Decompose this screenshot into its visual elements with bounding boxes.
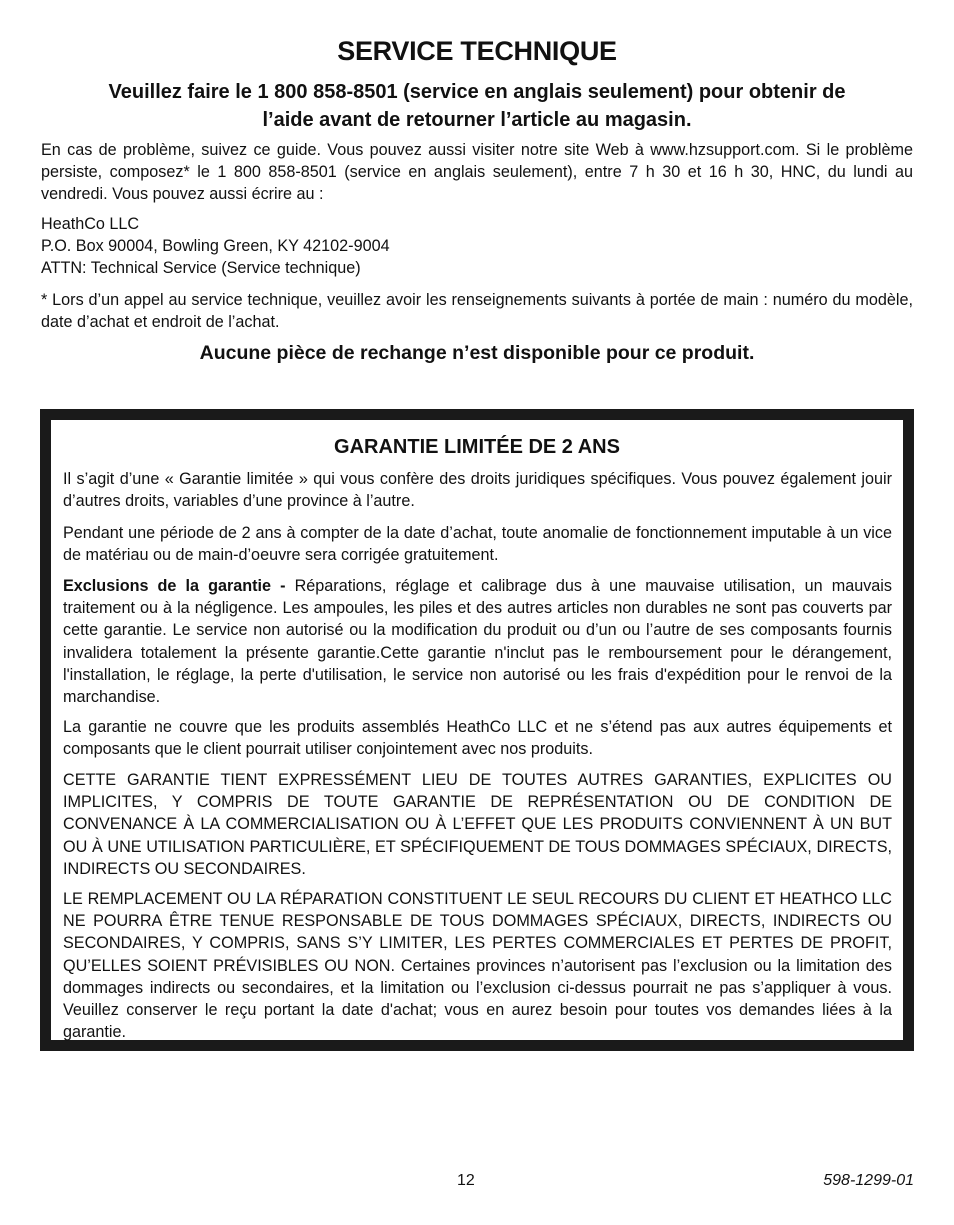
support-phone-heading — [40, 78, 914, 134]
page-title: SERVICE TECHNIQUE — [337, 36, 617, 66]
address-line-street: P.O. Box 90004, Bowling Green, KY 42102-9004 — [41, 237, 390, 255]
support-phone-heading-line2: l’aide avant de retourner l’article au magasin. — [262, 109, 692, 131]
warranty-title: GARANTIE LIMITÉE DE 2 ANS — [334, 436, 620, 458]
page-number: 12 — [457, 1172, 475, 1189]
warranty-paragraph-coverage: La garantie ne couvre que les produits assemblés HeathCo LLC et ne s’étend pas aux autres équipements et composants que le client pourrait utiliser conjointement avec nos produits. — [63, 718, 892, 759]
call-note-paragraph: * Lors d’un appel au service technique, veuillez avoir les renseignements suivants à portée de main : numéro du modèle, date d’achat et endroit de l’achat. — [41, 291, 913, 331]
no-parts-notice: Aucune pièce de rechange n’est disponible pour ce produit. — [199, 342, 755, 364]
warranty-paragraph-remedy: LE REMPLACEMENT OU LA RÉPARATION CONSTITUENT LE SEUL RECOURS DU CLIENT ET HEATHCO LLC NE POURRA ÊTRE TENUE RESPONSABLE DE TOUS DOMMAGES SPÉCIAUX, DIRECTS, INDIRECTS OU SECONDAIRES, Y COMPRIS, SANS S’Y LIMITER, LES PERTES COMMERCIALES ET PERTES DE PROFIT, QU’ELLES SOIENT PRÉVISIBLES OU NON. Certaines provinces n’autorisent pas l’exclusion ou la limitation des dommages indirects ou secondaires, et la limitation ou l’exclusion ci-dessus pourrait ne pas s’appliquer à vous. Veuillez conserver le reçu portant la date d'achat; vous en aurez besoin pour toutes vos demandes liées à la garantie. — [63, 890, 892, 1042]
intro-paragraph: En cas de problème, suivez ce guide. Vous pouvez aussi visiter notre site Web à www.hzsupport.com. Si le problème persiste, composez* le 1 800 858-8501 (service en anglais seulement), entre 7 h 30 et 16 h 30, HNC, du lundi au vendredi. Vous pouvez aussi écrire au : — [41, 141, 913, 203]
mailing-address — [41, 213, 913, 279]
address-line-company: HeathCo LLC — [41, 215, 140, 233]
warranty-box-inner — [50, 419, 904, 1041]
document-code: 598-1299-01 — [823, 1172, 914, 1189]
warranty-paragraph-period: Pendant une période de 2 ans à compter de la date d’achat, toute anomalie de fonctionnement imputable à un vice de matériau ou de main-d’oeuvre sera corrigée gratuitement. — [63, 524, 892, 565]
warranty-box — [40, 409, 914, 1051]
warranty-paragraph-disclaimer: CETTE GARANTIE TIENT EXPRESSÉMENT LIEU DE TOUTES AUTRES GARANTIES, EXPLICITES OU IMPLICITES, Y COMPRIS DE TOUTE GARANTIE DE REPRÉSENTATION OU DE CONDITION DE CONVENANCE À LA COMMERCIALISATION OU À L’EFFET QUE LES PRODUITS CONVIENNENT À UN BUT OU À UNE UTILISATION PARTICULIÈRE, ET SPÉCIFIQUEMENT DE TOUS DOMMAGES SPÉCIAUX, DIRECTS, INDIRECTS OU SECONDAIRES. — [63, 771, 892, 878]
warranty-paragraph-exclusions — [63, 575, 892, 708]
support-phone-heading-line1: Veuillez faire le 1 800 858-8501 (service en anglais seulement) pour obtenir de — [108, 81, 846, 103]
exclusions-label: Exclusions de la garantie - — [63, 577, 286, 595]
address-line-attention: ATTN: Technical Service (Service technique) — [41, 259, 361, 277]
exclusions-text: Réparations, réglage et calibrage dus à une mauvaise utilisation, un mauvais traitement ou à la négligence. Les ampoules, les piles et des autres articles non durables ne sont pas couverts par cette garantie. Le service non autorisé ou la modification du produit ou d’un ou l’autre de ses composants fournis invalidera totalement la présente garantie.Cette garantie n'inclut pas le remboursement pour le dérangement, l'installation, le réglage, la perte d'utilisation, le service non autorisé ou les frais d'expédition pour le renvoi de la marchandise. — [63, 577, 892, 707]
warranty-paragraph-rights: Il s’agit d’une « Garantie limitée » qui vous confère des droits juridiques spécifiques. Vous pouvez également jouir d’autres droits, variables d’une province à l’autre. — [63, 470, 892, 511]
